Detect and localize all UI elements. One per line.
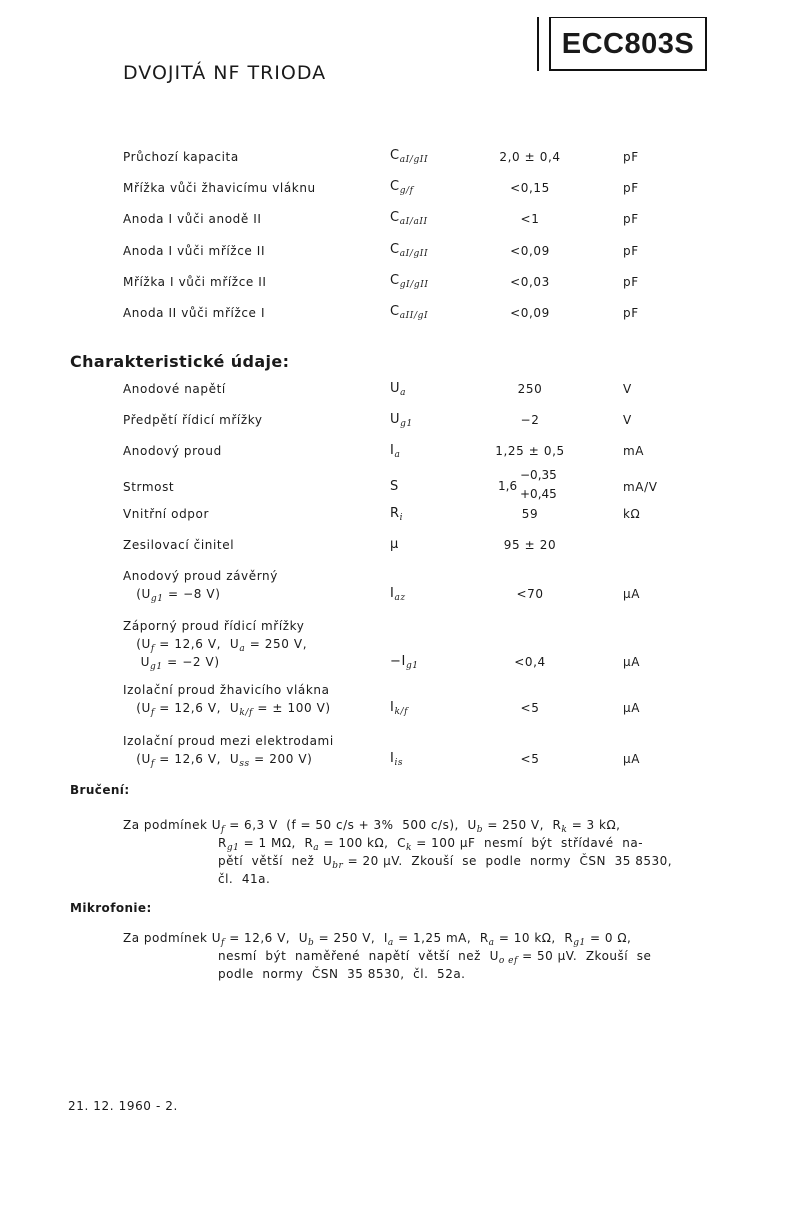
capacitance-symbol	[390, 210, 428, 227]
document-date: 21. 12. 1960 - 2.	[68, 1099, 178, 1113]
capacitance-value: <0,09	[510, 306, 550, 320]
characteristic-value: <5	[520, 752, 540, 766]
transconductance-tol-plus: +0,45	[520, 487, 557, 501]
text-segment: = 250 V,	[245, 637, 308, 651]
subscript: ss	[239, 759, 250, 769]
capacitance-label: Mřížka I vůči mřížce II	[123, 274, 267, 289]
capacitance-symbol	[390, 179, 414, 196]
subscript: aI/gII	[399, 248, 429, 259]
characteristic-label	[123, 569, 278, 583]
text-segment: = 6,3 V (f = 50 c/s + 3% 500 c/s), U	[224, 818, 477, 832]
text-segment: = 100 µF nesmí být střídavé na-	[411, 836, 644, 850]
characteristic-unit: mA/V	[623, 480, 658, 494]
text-segment: Izolační proud žhavicího vlákna	[123, 683, 330, 697]
subscript: a	[387, 938, 394, 948]
text-segment: = 12,6 V, U	[154, 701, 240, 715]
subscript: g1	[400, 419, 413, 429]
text-segment: µ	[390, 537, 399, 552]
subscript: f	[150, 644, 155, 654]
text-segment: C	[390, 210, 400, 226]
characteristic-label	[123, 655, 220, 672]
characteristic-value: 95 ± 20	[503, 538, 557, 552]
text-segment: pětí větší než U	[218, 854, 333, 868]
text-segment: = 250 V, I	[314, 931, 388, 945]
text-segment: Vnitřní odpor	[123, 507, 209, 521]
characteristic-value: <70	[516, 587, 544, 601]
capacitance-label: Anoda I vůči mřížce II	[123, 243, 266, 258]
subscript: gI/gII	[399, 279, 429, 290]
characteristic-unit: kΩ	[623, 507, 641, 521]
characteristic-symbol	[390, 506, 403, 523]
characteristic-symbol	[390, 381, 406, 398]
text-segment: Anodové napětí	[123, 382, 226, 396]
characteristic-unit: µA	[623, 701, 641, 715]
text-segment: R	[390, 506, 400, 521]
subscript: aII/gI	[399, 311, 429, 321]
characteristic-label	[123, 619, 305, 633]
paragraph-line	[218, 967, 466, 981]
subscript: b	[476, 825, 483, 835]
characteristic-unit: V	[623, 413, 632, 427]
characteristic-label	[123, 683, 330, 697]
characteristic-label	[123, 587, 221, 604]
hum-heading: Bručení:	[70, 783, 130, 797]
text-segment: U	[123, 655, 151, 669]
subscript: g1	[226, 843, 240, 853]
text-segment: U	[390, 381, 401, 396]
text-segment: = 12,6 V, U	[154, 752, 240, 766]
text-segment: Strmost	[123, 480, 175, 494]
text-segment: = ± 100 V)	[252, 701, 331, 715]
subscript: b	[308, 938, 315, 948]
text-segment: Izolační proud mezi elektrodami	[123, 734, 334, 748]
characteristic-value: 250	[517, 382, 543, 396]
subscript: a	[313, 843, 320, 853]
capacitance-label: Anoda I vůči anodě II	[123, 212, 262, 227]
text-segment: = 10 kΩ, R	[494, 931, 574, 945]
text-segment: (U	[123, 701, 151, 715]
paragraph-line	[218, 872, 270, 886]
capacitance-symbol	[390, 304, 428, 321]
capacitance-unit: pF	[623, 212, 639, 227]
characteristic-label	[123, 507, 209, 521]
subscript: f	[221, 938, 225, 948]
microphony-heading: Mikrofonie:	[70, 901, 152, 915]
text-segment: I	[390, 751, 395, 766]
subscript: g1	[150, 594, 164, 604]
characteristic-label	[123, 637, 307, 654]
transconductance-value	[498, 468, 578, 508]
text-segment: = 12,6 V, U	[224, 931, 309, 945]
text-segment: = 250 V, R	[483, 818, 562, 832]
characteristic-unit: µA	[623, 752, 641, 766]
subscript: a	[400, 388, 407, 398]
text-segment: Za podmínek U	[123, 931, 222, 945]
characteristic-label	[123, 444, 222, 458]
characteristic-symbol	[390, 479, 399, 494]
text-segment: = 200 V)	[249, 752, 313, 766]
text-segment: = 1,25 mA, R	[393, 931, 489, 945]
characteristic-value: −2	[520, 413, 540, 427]
characteristic-label	[123, 413, 263, 427]
text-segment: U	[390, 412, 401, 427]
paragraph-line	[123, 818, 620, 835]
characteristic-unit: mA	[623, 444, 645, 458]
subscript: k/f	[239, 708, 253, 718]
subscript: az	[394, 593, 406, 603]
characteristic-symbol	[390, 443, 400, 460]
capacitance-symbol	[390, 273, 429, 290]
tube-type: ECC803S	[561, 28, 695, 60]
characteristic-symbol	[390, 537, 399, 552]
text-segment: C	[390, 241, 400, 257]
characteristic-label	[123, 752, 312, 769]
capacitance-unit: pF	[623, 181, 639, 196]
subscript: i	[399, 513, 404, 523]
text-segment: Předpětí řídicí mřížky	[123, 413, 263, 427]
subscript: f	[221, 825, 225, 835]
text-segment: C	[390, 272, 400, 288]
capacitance-label: Anoda II vůči mřížce I	[123, 306, 266, 320]
characteristic-unit: µA	[623, 655, 641, 669]
capacitance-unit: pF	[623, 243, 639, 258]
characteristic-symbol	[390, 700, 408, 717]
subscript: k/f	[394, 707, 409, 717]
characteristic-value: <5	[520, 701, 540, 715]
text-segment: R	[218, 836, 227, 850]
subscript: aI/gII	[399, 155, 429, 165]
text-segment: čl. 41a.	[218, 872, 271, 886]
paragraph-line	[218, 854, 672, 871]
text-segment: I	[390, 586, 395, 601]
text-segment: = 100 kΩ, C	[319, 836, 406, 850]
characteristic-label	[123, 734, 334, 748]
subscript: br	[332, 861, 344, 871]
text-segment: Záporný proud řídicí mřížky	[123, 619, 305, 633]
transconductance-nominal: 1,6	[498, 479, 518, 493]
text-segment: = 20 µV. Zkouší se podle normy ČSN 35 8530,	[343, 854, 673, 868]
capacitance-label: Mřížka vůči žhavicímu vláknu	[123, 181, 316, 196]
capacitance-value: 2,0 ± 0,4	[499, 150, 561, 164]
capacitance-unit: pF	[623, 274, 639, 289]
subscript: a	[488, 938, 495, 948]
capacitance-value: <0,03	[510, 274, 550, 289]
subscript: a	[394, 450, 401, 460]
subscript: o ef	[498, 956, 518, 966]
tube-type-box	[549, 17, 707, 71]
subscript: k	[406, 843, 412, 853]
capacitance-symbol	[390, 242, 428, 259]
box-divider	[537, 17, 539, 71]
subscript: g1	[150, 662, 163, 672]
characteristic-symbol	[390, 586, 406, 603]
characteristic-label	[123, 480, 174, 494]
characteristic-symbol	[390, 654, 419, 671]
capacitance-symbol	[390, 148, 428, 165]
text-segment: −I	[390, 654, 406, 669]
subscript: g/f	[399, 186, 414, 197]
text-segment: C	[390, 148, 400, 163]
text-segment: = 50 µV. Zkouší se	[517, 949, 652, 963]
capacitance-value: <0,09	[510, 243, 550, 258]
text-segment: (U	[123, 752, 151, 766]
text-segment: Anodový proud	[123, 444, 222, 458]
capacitance-value: <1	[520, 212, 540, 227]
subscript: a	[239, 644, 246, 654]
text-segment: Za podmínek U	[123, 818, 222, 832]
characteristics-heading: Charakteristické údaje:	[70, 352, 290, 371]
text-segment: C	[390, 179, 400, 195]
text-segment: Anodový proud závěrný	[123, 569, 278, 583]
characteristic-value: 1,25 ± 0,5	[495, 444, 565, 458]
characteristic-symbol	[390, 412, 413, 429]
subscript: f	[150, 759, 155, 769]
capacitance-value: <0,15	[510, 181, 550, 196]
text-segment: = 0 Ω,	[585, 931, 632, 945]
text-segment: (U	[123, 637, 151, 651]
text-segment: = −2 V)	[162, 655, 220, 669]
capacitance-unit: pF	[623, 306, 639, 320]
subscript: f	[150, 708, 155, 718]
text-segment: C	[390, 304, 400, 319]
subscript: g1	[405, 661, 419, 671]
subscript: is	[394, 758, 404, 768]
text-segment: Zesilovací činitel	[123, 538, 235, 552]
page-title: DVOJITÁ NF TRIODA	[123, 62, 327, 84]
text-segment: = 3 kΩ,	[567, 818, 621, 832]
characteristic-unit: µA	[623, 587, 641, 601]
characteristic-value: <0,4	[514, 655, 546, 669]
capacitance-label: Průchozí kapacita	[123, 150, 239, 164]
subscript: g1	[573, 938, 586, 948]
capacitance-unit: pF	[623, 150, 639, 164]
text-segment: = 1 MΩ, R	[239, 836, 314, 850]
text-segment: = 12,6 V, U	[154, 637, 240, 651]
subscript: aI/aII	[399, 217, 428, 228]
characteristic-unit: V	[623, 382, 632, 396]
text-segment: (U	[123, 587, 151, 601]
characteristic-label	[123, 538, 234, 552]
text-segment: podle normy ČSN 35 8530, čl. 52a.	[218, 967, 466, 981]
text-segment: S	[390, 479, 399, 494]
text-segment: nesmí být naměřené napětí větší než U	[218, 949, 499, 963]
characteristic-label	[123, 382, 226, 396]
characteristic-label	[123, 701, 331, 718]
text-segment: I	[390, 700, 395, 715]
paragraph-line	[218, 949, 651, 966]
paragraph-line	[123, 931, 631, 948]
text-segment: I	[390, 443, 395, 458]
subscript: k	[561, 825, 568, 835]
paragraph-line	[218, 836, 643, 853]
characteristic-symbol	[390, 751, 403, 768]
transconductance-tol-minus: −0,35	[520, 468, 557, 482]
text-segment: = −8 V)	[163, 587, 221, 601]
characteristic-value: 59	[521, 507, 539, 521]
